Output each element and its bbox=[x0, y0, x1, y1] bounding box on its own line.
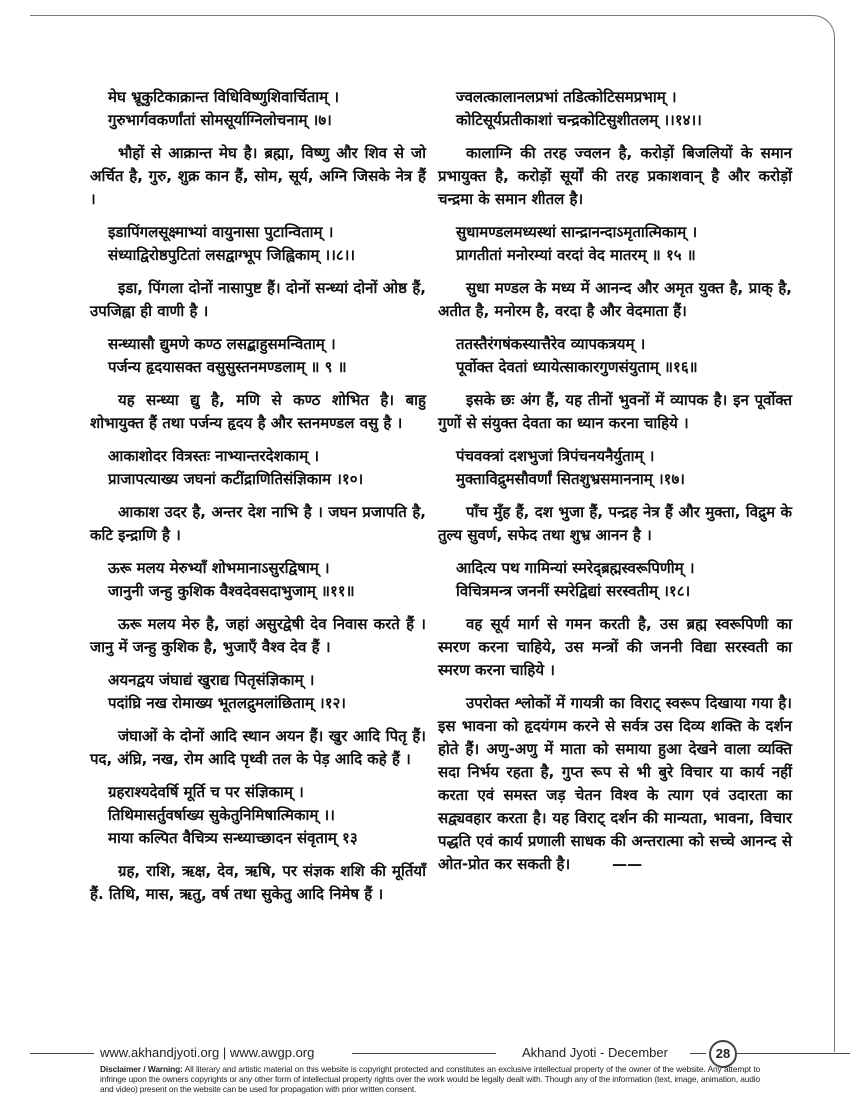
hindi-paragraph bbox=[90, 389, 426, 435]
paragraph-text: वह सूर्य मार्ग से गमन करती है, उस ब्रह्म स्वरूपिणी का स्मरण करना चाहिये, उस मन्त्रों की जननी विद्या सरस्वती का स्मरण करना चाहिये । bbox=[438, 615, 792, 679]
sanskrit-verse bbox=[108, 557, 426, 603]
verse-line: प्रागतीतां मनोरम्यां वरदां वेद मातरम् ॥ १५ ॥ bbox=[456, 246, 696, 264]
paragraph-text: सुधा मण्डल के मध्य में आनन्द और अमृत युक्त है, प्राक् है, अतीत है, मनोरम है, वरदा है और वेदमाता हैं। bbox=[438, 279, 792, 320]
sanskrit-verse bbox=[108, 445, 426, 491]
paragraph-text: कालाग्नि की तरह ज्वलन है, करोड़ों बिजलियों के समान प्रभायुक्त है, करोड़ों सूर्यों की तरह प्रकाशवान् है और करोड़ों चन्द्रमा के समान शीतल है। bbox=[438, 144, 792, 208]
hindi-paragraph bbox=[90, 860, 426, 906]
sanskrit-verse bbox=[108, 781, 426, 850]
footer bbox=[0, 1043, 850, 1065]
verse-line: मुक्ताविद्रुमसौवर्णां सितशुभ्रसमाननाम् ।१७। bbox=[456, 470, 685, 488]
paragraph-text: पाँच मुँह हैं, दश भुजा हैं, पन्द्रह नेत्र हैं और मुक्ता, विद्रुम के तुल्य सुवर्ण, सफेद तथा शुभ्र आनन है । bbox=[438, 503, 792, 544]
hindi-paragraph bbox=[90, 501, 426, 547]
sanskrit-verse bbox=[456, 333, 792, 379]
paragraph-text: भौहों से आक्रान्त मेघ है। ब्रह्मा, विष्णु और शिव से जो अर्चित है, गुरु, शुक्र कान हैं, सोम, सूर्य, अग्नि जिसके नेत्र हैं । bbox=[90, 144, 426, 208]
sanskrit-verse bbox=[456, 445, 792, 491]
verse-line: जानुनी जन्हु कुशिक वैश्वदेवसदाभुजाम् ॥११॥ bbox=[108, 582, 355, 600]
paragraph-text: उपरोक्त श्लोकों में गायत्री का विराट् स्वरूप दिखाया गया है। इस भावना को हृदयंगम करने से सर्वत्र उस दिव्य शक्ति के दर्शन होते हैं। अणु-अणु में माता को समाया हुआ देखने वाला व्यक्ति सदा निर्भय रहता है, गुप्त रूप से भी बुरे विचार या कार्य नहीं करता एवं समस्त जड़ चेतन विश्व के त्याग एवं उदारता का सद्व्यवहार करता है। यह विराट् दर्शन की मान्यता, भावना, विचार पद्धति एवं कार्य प्रणाली साधक की अन्तरात्मा को सच्चे आनन्द से ओत-प्रोत कर सकती है। bbox=[438, 694, 792, 873]
page-number: 28 bbox=[709, 1040, 737, 1068]
sanskrit-verse bbox=[108, 333, 426, 379]
hindi-paragraph bbox=[438, 613, 792, 682]
verse-line: विचित्रमन्त्र जननीं स्मरेद्विद्यां सरस्वतीम् ।१८। bbox=[456, 582, 691, 600]
footer-websites[interactable]: www.akhandjyoti.org | www.awgp.org bbox=[100, 1045, 315, 1060]
verse-line: आकाशोदर वित्रस्तः नाभ्यान्तरदेशकाम् । bbox=[108, 447, 320, 465]
verse-line: ज्वलत्कालानलप्रभां तडित्कोटिसमप्रभाम् । bbox=[456, 88, 677, 106]
verse-line: संध्याद्विरोष्ठपुटितां लसद्वाग्भूप जिह्विकाम् ।।८।। bbox=[108, 246, 356, 264]
footer-rule bbox=[30, 1053, 94, 1054]
disclaimer-text: All literary and artistic material on this website is copyright protected and constitutes an exclusive intellectual property of the owner of the website. Any attempt to infringe upon the owners copyrights or any other form of intellectual property rights over the work would be legally dealt with. Though any of the information (text, image, animation, audio and video) present on the website can be used for propagation with prior written consent. bbox=[100, 1064, 761, 1094]
paragraph-text: ग्रह, राशि, ऋक्ष, देव, ऋषि, पर संज्ञक शशि की मूर्तियाँ हैं. तिथि, मास, ऋतु, वर्ष तथा सुकेतु आदि निमेष हैं । bbox=[90, 862, 426, 903]
sanskrit-verse bbox=[456, 221, 792, 267]
paragraph-text: आकाश उदर है, अन्तर देश नाभि है । जघन प्रजापति है, कटि इन्द्राणि है । bbox=[90, 503, 426, 544]
sanskrit-verse bbox=[108, 86, 426, 132]
verse-line: मेघ भ्रूकुटिकाक्रान्त विधिविष्णुशिवार्चिताम् । bbox=[108, 88, 340, 106]
left-column bbox=[90, 86, 426, 916]
paragraph-text: ऊरू मलय मेरु है, जहां असुरद्वेषी देव निवास करते हैं । जानु में जन्हु कुशिक है, भुजाएँ वैश्व देव हैं । bbox=[90, 615, 426, 656]
sanskrit-verse bbox=[456, 86, 792, 132]
verse-line: कोटिसूर्यप्रतीकाशां चन्द्रकोटिसुशीतलम् ।।१४।। bbox=[456, 111, 702, 129]
verse-line: पंचवक्त्रां दशभुजां त्रिपंचनयनैर्युताम् । bbox=[456, 447, 655, 465]
sanskrit-verse bbox=[456, 557, 792, 603]
verse-line: तिथिमासर्तुवर्षाख्य सुकेतुनिमिषात्मिकाम् ।। bbox=[108, 806, 335, 824]
paragraph-text: इसके छः अंग हैं, यह तीनों भुवनों में व्यापक है। इन पूर्वोक्त गुणों से संयुक्त देवता का ध्यान करना चाहिये । bbox=[438, 391, 792, 432]
footer-rule bbox=[737, 1053, 850, 1054]
verse-line: पूर्वोक्त देवतां ध्यायेत्साकारगुणसंयुताम् ॥१६॥ bbox=[456, 358, 698, 376]
end-mark: —— bbox=[612, 855, 643, 873]
hindi-paragraph bbox=[438, 277, 792, 323]
footer-rule bbox=[690, 1053, 706, 1054]
sanskrit-verse bbox=[108, 221, 426, 267]
hindi-paragraph bbox=[438, 389, 792, 435]
verse-line: सुधामण्डलमध्यस्थां सान्द्रानन्दाऽमृतात्मिकाम् । bbox=[456, 223, 698, 241]
verse-line: गुरुभार्गवकर्णांतां सोमसूर्याग्निलोचनाम् ।७। bbox=[108, 111, 332, 129]
verse-line: सन्ध्यासौ द्युमणे कण्ठ लसद्बाहुसमन्विताम् । bbox=[108, 335, 336, 353]
paragraph-text: यह सन्ध्या द्यु है, मणि से कण्ठ शोभित है। बाहु शोभायुक्त हैं तथा पर्जन्य हृदय है और स्तनमण्डल वसु है । bbox=[90, 391, 426, 432]
hindi-paragraph bbox=[90, 142, 426, 211]
disclaimer-label: Disclaimer / Warning: bbox=[100, 1064, 183, 1074]
hindi-paragraph bbox=[438, 142, 792, 211]
hindi-paragraph bbox=[438, 501, 792, 547]
verse-line: माया कल्पित वैचित्र्य सन्ध्याच्छादन संवृताम् १३ bbox=[108, 829, 358, 847]
hindi-paragraph bbox=[90, 725, 426, 771]
sanskrit-verse bbox=[108, 669, 426, 715]
hindi-paragraph bbox=[438, 692, 792, 876]
verse-line: ततस्तैरंगषंकस्यात्तैरेव व्यापकत्रयम् । bbox=[456, 335, 646, 353]
hindi-paragraph bbox=[90, 613, 426, 659]
hindi-paragraph bbox=[90, 277, 426, 323]
verse-line: अयनद्वय जंघाद्यं खुराद्य पितृसंज्ञिकाम् । bbox=[108, 671, 315, 689]
verse-line: पदांघ्रि नख रोमाख्य भूतलद्रुमलांछिताम् ।१२। bbox=[108, 694, 346, 712]
verse-line: ग्रहराश्यदेवर्षि मूर्ति च पर संज्ञिकाम् । bbox=[108, 783, 304, 801]
verse-line: ऊरू मलय मेरुभ्याँ शोभमानाऽसुरद्विषाम् । bbox=[108, 559, 330, 577]
right-column bbox=[438, 86, 792, 886]
paragraph-text: जंघाओं के दोनों आदि स्थान अयन हैं। खुर आदि पितृ हैं। पद, अंघ्रि, नख, रोम आदि पृथ्वी तल के पेड़ आदि कहे हैं । bbox=[90, 727, 426, 768]
verse-line: इडापिंगलसूक्ष्माभ्यां वायुनासा पुटान्विताम् । bbox=[108, 223, 334, 241]
footer-magazine-title: Akhand Jyoti - December bbox=[522, 1045, 668, 1060]
paragraph-text: इडा, पिंगला दोनों नासापुष्ट हैं। दोनों सन्ध्यां दोनों ओष्ठ हैं, उपजिह्वा ही वाणी है । bbox=[90, 279, 426, 320]
verse-line: प्राजापत्याख्य जघनां कटींद्राणितिसंज्ञिकाम ।१०। bbox=[108, 470, 364, 488]
verse-line: पर्जन्य हृदयासक्त वसुसुस्तनमण्डलाम् ॥ ९ ॥ bbox=[108, 358, 347, 376]
disclaimer bbox=[100, 1064, 760, 1094]
footer-rule bbox=[352, 1053, 496, 1054]
verse-line: आदित्य पथ गामिन्यां स्मरेद्ब्रह्मस्वरूपिणीम् । bbox=[456, 559, 695, 577]
